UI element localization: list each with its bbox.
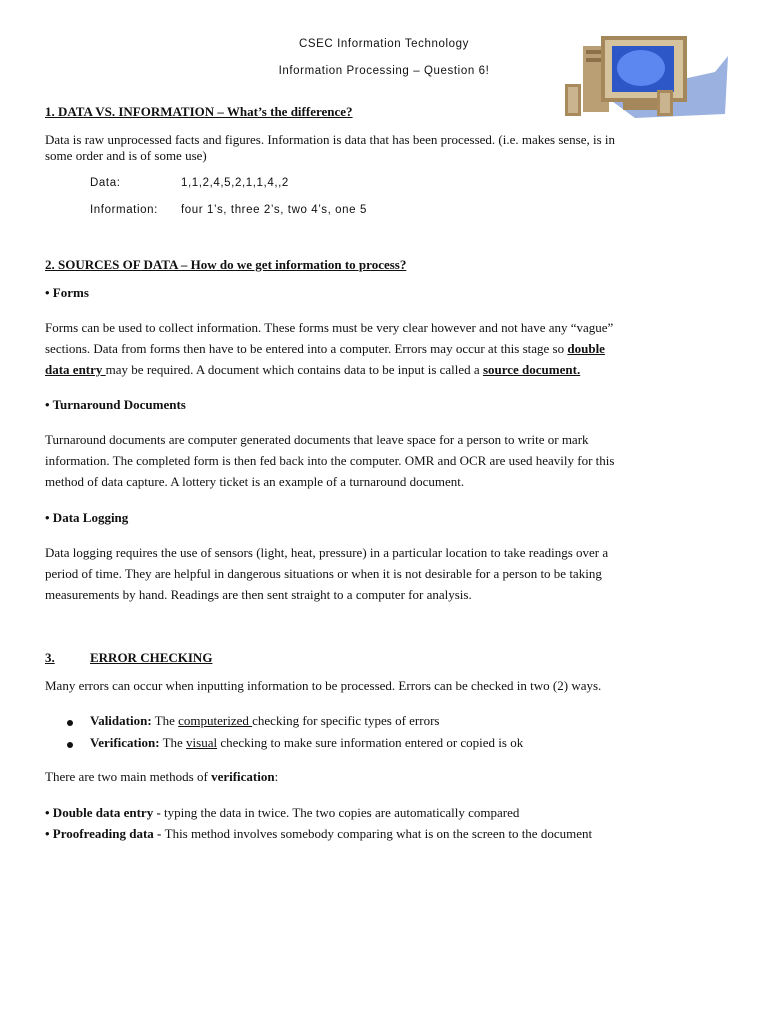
source-document-term: source document. [482, 362, 581, 377]
section-3-heading: ERROR CHECKING [90, 650, 213, 665]
logging-line-1: Data logging requires the use of sensors (light, heat, pressure) in a particular location to take readings over a [45, 545, 609, 560]
forms-subheading: • Forms [45, 285, 89, 300]
doc-title: CSEC Information Technology [298, 38, 470, 50]
computer-clipart-icon [565, 34, 730, 119]
forms-line-1: Forms can be used to collect information. These forms must be very clear however and not have any “vague” [45, 320, 614, 335]
forms-line-2: sections. Data from forms then have to be entered into a computer. Errors may occur at this stage so double [45, 341, 605, 356]
section-1-heading: 1. DATA VS. INFORMATION – What’s the difference? [45, 104, 353, 119]
data-label: Data: [90, 177, 121, 189]
double-data-entry-item: • Double data entry - typing the data in twice. The two copies are automatically compared [45, 805, 520, 820]
validation-item: Validation: The computerized checking for specific types of errors [90, 713, 440, 728]
turnaround-subheading: • Turnaround Documents [45, 397, 186, 412]
verification-methods-intro: There are two main methods of verification: [45, 769, 279, 784]
information-value: four 1’s, three 2’s, two 4’s, one 5 [181, 204, 367, 216]
data-entry-term: data entry [45, 362, 106, 377]
section-2-heading: 2. SOURCES OF DATA – How do we get information to process? [45, 257, 407, 272]
verification-item: Verification: The visual checking to make sure information entered or copied is ok [90, 735, 524, 750]
forms-line-3: data entry may be required. A document which contains data to be input is called a source document. [45, 362, 581, 377]
s1-paragraph-line-2: some order and is of some use) [45, 148, 207, 163]
section-3-number: 3. [45, 650, 55, 665]
information-label: Information: [90, 204, 158, 216]
bullet-icon [67, 742, 73, 748]
s1-paragraph-line-1: Data is raw unprocessed facts and figures. Information is data that has been processed. (i.e. makes sense, is in [45, 132, 616, 147]
turnaround-line-2: information. The completed form is then fed back into the computer. OMR and OCR are used heavily for this [45, 453, 615, 468]
data-value: 1,1,2,4,5,2,1,1,4,,2 [181, 177, 289, 189]
error-intro: Many errors can occur when inputting information to be processed. Errors can be checked in two (2) ways. [45, 678, 602, 693]
data-logging-subheading: • Data Logging [45, 510, 129, 525]
proofreading-item: • Proofreading data - This method involves somebody comparing what is on the screen to the document [45, 826, 593, 841]
turnaround-line-1: Turnaround documents are computer generated documents that leave space for a person to write or mark [45, 432, 589, 447]
logging-line-2: period of time. They are helpful in dangerous situations or when it is not desirable for a person to be taking [45, 566, 602, 581]
bullet-icon [67, 720, 73, 726]
doc-subtitle: Information Processing – Question 6! [278, 65, 490, 77]
double-term: double [567, 341, 605, 356]
logging-line-3: measurements by hand. Readings are then sent straight to a computer for analysis. [45, 587, 472, 602]
turnaround-line-3: method of data capture. A lottery ticket is an example of a turnaround document. [45, 474, 465, 489]
